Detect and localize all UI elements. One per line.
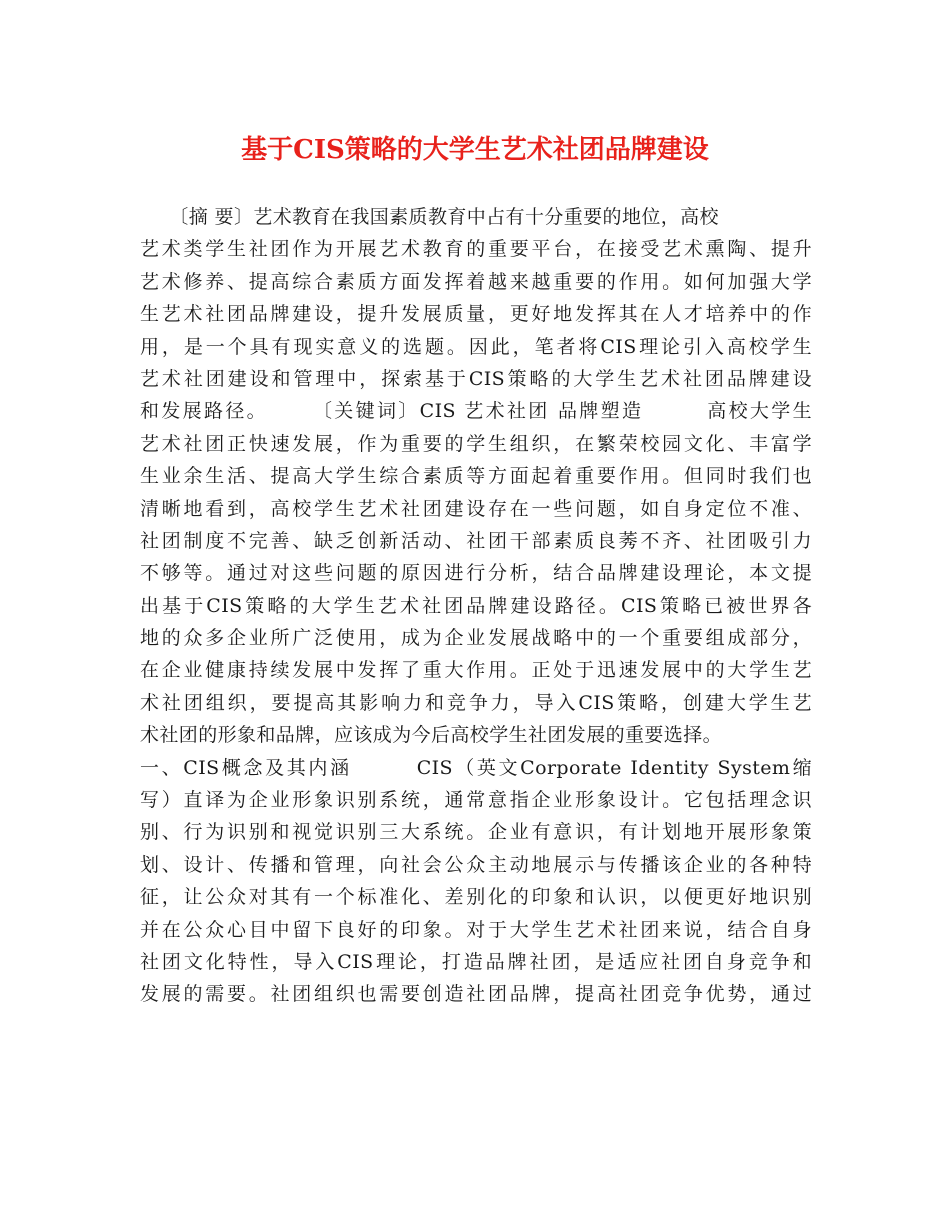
body-line: 并在公众心目中留下良好的印象。对于大学生艺术社团来说，结合自身 — [140, 918, 812, 941]
body-line: 生艺术社团品牌建设，提升发展质量，更好地发挥其在人才培养中的作 — [140, 303, 812, 326]
body-line: 术社团的形象和品牌，应该成为今后高校学生社团发展的重要选择。 — [140, 724, 723, 747]
body-line: 艺术类学生社团作为开展艺术教育的重要平台，在接受艺术熏陶、提升 — [140, 238, 812, 261]
body-line: 划、设计、传播和管理，向社会公众主动地展示与传播该企业的各种特 — [140, 853, 812, 876]
body-line: 写）直译为企业形象识别系统，通常意指企业形象设计。它包括理念识 — [140, 789, 812, 812]
body-line: 征，让公众对其有一个标准化、差别化的印象和认识，以便更好地识别 — [140, 886, 812, 909]
body-line: 〔摘 要〕艺术教育在我国素质教育中占有十分重要的地位，高校 — [140, 206, 719, 228]
body-line: 清晰地看到，高校学生艺术社团建设存在一些问题，如自身定位不准、 — [140, 497, 812, 520]
body-line: 社团制度不完善、缺乏创新活动、社团干部素质良莠不齐、社团吸引力 — [140, 529, 812, 552]
body-line: 发展的需要。社团组织也需要创造社团品牌，提高社团竞争优势，通过 — [140, 983, 812, 1006]
document-body — [140, 201, 812, 1011]
body-line: 一、CIS概念及其内涵 CIS（英文Corporate Identity System缩 — [140, 756, 812, 779]
document-title: 基于CIS策略的大学生艺术社团品牌建设 — [241, 135, 709, 165]
body-line: 用，是一个具有现实意义的选题。因此，笔者将CIS理论引入高校学生 — [140, 335, 812, 358]
body-line: 地的众多企业所广泛使用，成为企业发展战略中的一个重要组成部分， — [140, 627, 812, 650]
body-line: 生业余生活、提高大学生综合素质等方面起着重要作用。但同时我们也 — [140, 465, 812, 488]
body-line: 艺术社团正快速发展，作为重要的学生组织，在繁荣校园文化、丰富学 — [140, 432, 812, 455]
body-line: 艺术修养、提高综合素质方面发挥着越来越重要的作用。如何加强大学 — [140, 270, 812, 293]
body-line: 在企业健康持续发展中发挥了重大作用。正处于迅速发展中的大学生艺 — [140, 659, 812, 682]
body-line: 术社团组织，要提高其影响力和竞争力，导入CIS策略，创建大学生艺 — [140, 691, 812, 714]
body-line: 艺术社团建设和管理中，探索基于CIS策略的大学生艺术社团品牌建设 — [140, 367, 812, 390]
body-line: 社团文化特性，导入CIS理论，打造品牌社团，是适应社团自身竞争和 — [140, 950, 812, 973]
body-line: 不够等。通过对这些问题的原因进行分析，结合品牌建设理论，本文提 — [140, 562, 812, 585]
body-line: 别、行为识别和视觉识别三大系统。企业有意识，有计划地开展形象策 — [140, 821, 812, 844]
body-line: 出基于CIS策略的大学生艺术社团品牌建设路径。CIS策略已被世界各 — [140, 594, 812, 617]
body-line: 和发展路径。 〔关键词〕CIS 艺术社团 品牌塑造 高校大学生 — [140, 400, 812, 423]
